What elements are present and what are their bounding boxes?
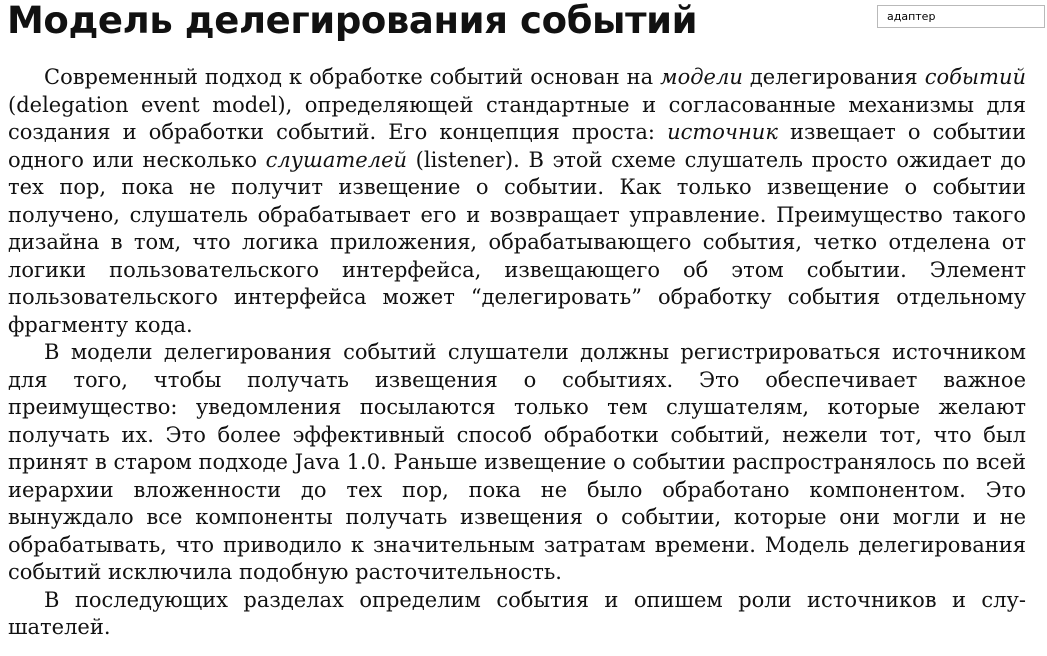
text-run: извещает о событии одного или несколько (8, 120, 1026, 172)
emphasis-term: источник (667, 120, 778, 144)
text-run: (listener). В этой схеме слушатель просто ожидает до тех пор, пока не получит извещение о событии. Как только извещение о событии получено, слушатель обрабатывает его и возвращает управление. Преимущество такого дизайна в том, что логика приложения, обрабатывающего события, четко отделена от логики пользовательского интерфейса, извещающего об этом событии. Элемент пользовательского интерфейса может “делегировать” обработку события отдельному фрагменту кода. (8, 147, 1026, 337)
paragraph-2: В модели делегирования событий слушатели должны регистрироваться источником для того, чтобы получать извещения о событиях. Это обеспечивает важное преимущество: уведомления посылаются только тем слушателям, которые желают получать их. Это более эффективный способ обработки событий, нежели тот, что был принят в старом подходе Java 1.0. Раньше извещение о событии распространялось по всей иерархии вложенности до тех пор, пока не было обработано компонентом. Это вынуждало все компоненты получать извещения о событии, которые они могли и не обрабатывать, что приводило к значительным затратам времени. Модель делегирования событий исключила подобную расточительность. (8, 340, 1026, 584)
text-run: Современный подход к обработке событий основан на (44, 65, 661, 89)
search-input[interactable] (877, 5, 1045, 28)
article-body (8, 64, 1026, 642)
text-run: делегирования (742, 65, 925, 89)
emphasis-term: модели (660, 65, 743, 89)
text-run: (delegation event model), определяющей стандартные и согласованные механизмы для создания и обработки событий. Его концепция проста: (8, 92, 1026, 144)
emphasis-term: слушателей (265, 147, 408, 172)
paragraph-3: В последующих разделах определим события и опишем роли источников и слушателей. (8, 587, 1026, 639)
paragraph-1 (8, 64, 1026, 339)
page-title: Модель делегирования событий (7, 0, 698, 42)
emphasis-term: событий (924, 65, 1026, 89)
